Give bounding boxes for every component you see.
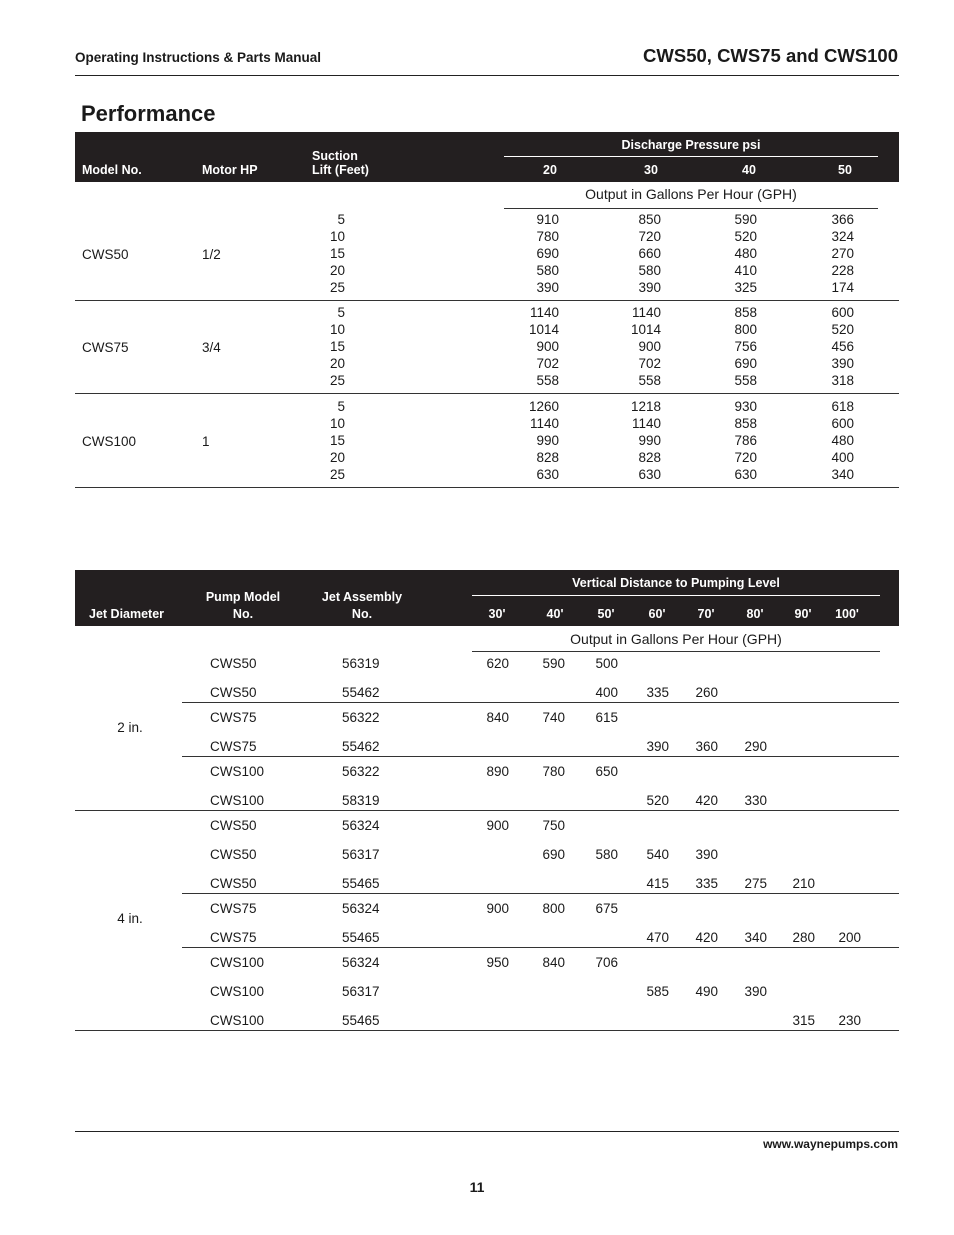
pump-model-cell: CWS100 xyxy=(210,764,265,779)
distance-col-4: 60' xyxy=(648,607,666,621)
gph-value-cell: 780 xyxy=(542,764,565,779)
gph-value-cell: 410 xyxy=(734,263,757,278)
gph-value-cell: 340 xyxy=(831,467,854,482)
output-gph-rule xyxy=(472,651,880,652)
motor-hp-cell: 1/2 xyxy=(202,247,221,262)
jet-assembly-cell: 56324 xyxy=(342,955,380,970)
gph-value-cell: 630 xyxy=(734,467,757,482)
suction-lift-cell: 20 xyxy=(329,356,345,371)
gph-value-cell: 702 xyxy=(536,356,559,371)
gph-value-cell: 910 xyxy=(536,212,559,227)
gph-value-cell: 690 xyxy=(542,847,565,862)
motor-hp-cell: 3/4 xyxy=(202,340,221,355)
gph-value-cell: 660 xyxy=(638,246,661,261)
suction-lift-cell: 15 xyxy=(329,246,345,261)
pressure-col-50: 50 xyxy=(838,163,852,177)
suction-lift-cell: 5 xyxy=(337,305,345,320)
suction-lift-cell: 20 xyxy=(329,263,345,278)
col-model-no: Model No. xyxy=(82,163,142,177)
gph-value-cell: 335 xyxy=(646,685,669,700)
gph-value-cell: 174 xyxy=(831,280,854,295)
diameter-divider xyxy=(75,1030,899,1031)
gph-value-cell: 470 xyxy=(646,930,669,945)
col-jet-assembly-line2: No. xyxy=(351,607,373,621)
gph-value-cell: 990 xyxy=(638,433,661,448)
header-divider xyxy=(75,75,899,76)
gph-value-cell: 1260 xyxy=(528,399,559,414)
gph-value-cell: 580 xyxy=(536,263,559,278)
model-group-cws100 xyxy=(75,399,899,491)
jet-table-row xyxy=(75,793,899,811)
jet-assembly-cell: 56319 xyxy=(342,656,380,671)
gph-value-cell: 420 xyxy=(695,930,718,945)
gph-value-cell: 390 xyxy=(695,847,718,862)
performance-table-header xyxy=(75,132,899,182)
jet-assembly-cell: 55462 xyxy=(342,739,380,754)
pump-model-cell: CWS75 xyxy=(210,930,257,945)
subgroup-divider xyxy=(182,756,899,757)
gph-value-cell: 890 xyxy=(486,764,509,779)
gph-value-cell: 558 xyxy=(638,373,661,388)
pump-model-cell: CWS100 xyxy=(210,955,265,970)
col-motor-hp: Motor HP xyxy=(202,163,258,177)
footer-url: www.waynepumps.com xyxy=(763,1137,898,1151)
jet-performance-table xyxy=(75,570,899,1032)
gph-value-cell: 318 xyxy=(831,373,854,388)
gph-value-cell: 210 xyxy=(792,876,815,891)
gph-value-cell: 200 xyxy=(838,930,861,945)
subgroup-divider xyxy=(182,702,899,703)
vertical-distance-header: Vertical Distance to Pumping Level xyxy=(572,576,780,590)
gph-value-cell: 290 xyxy=(744,739,767,754)
gph-value-cell: 1140 xyxy=(529,305,559,320)
distance-col-3: 50' xyxy=(597,607,615,621)
model-no-cell: CWS75 xyxy=(82,340,129,355)
gph-value-cell: 415 xyxy=(646,876,669,891)
gph-value-cell: 900 xyxy=(536,339,559,354)
gph-value-cell: 840 xyxy=(486,710,509,725)
jet-table-row xyxy=(75,847,899,865)
jet-table-row xyxy=(75,764,899,782)
gph-value-cell: 840 xyxy=(542,955,565,970)
performance-table xyxy=(75,132,899,489)
gph-value-cell: 400 xyxy=(831,450,854,465)
gph-value-cell: 620 xyxy=(486,656,509,671)
gph-value-cell: 1014 xyxy=(630,322,661,337)
model-no-cell: CWS100 xyxy=(82,434,137,449)
gph-value-cell: 600 xyxy=(831,305,854,320)
jet-table-row xyxy=(75,710,899,728)
gph-value-cell: 540 xyxy=(646,847,669,862)
suction-lift-cell: 25 xyxy=(329,280,345,295)
pump-model-cell: CWS50 xyxy=(210,685,257,700)
gph-value-cell: 260 xyxy=(695,685,718,700)
gph-value-cell: 786 xyxy=(734,433,757,448)
section-title: Performance xyxy=(81,101,216,126)
gph-value-cell: 456 xyxy=(831,339,854,354)
distance-col-5: 70' xyxy=(697,607,715,621)
col-pump-model-line1: Pump Model xyxy=(205,590,281,604)
col-suction-line1: Suction xyxy=(312,149,358,163)
jet-table-row xyxy=(75,685,899,703)
group-divider xyxy=(75,487,899,488)
subgroup-divider xyxy=(182,893,899,894)
gph-value-cell: 390 xyxy=(536,280,559,295)
gph-value-cell: 650 xyxy=(595,764,618,779)
gph-value-cell: 690 xyxy=(734,356,757,371)
gph-value-cell: 520 xyxy=(831,322,854,337)
gph-value-cell: 720 xyxy=(734,450,757,465)
gph-value-cell: 615 xyxy=(595,710,618,725)
pressure-col-20: 20 xyxy=(543,163,557,177)
gph-value-cell: 800 xyxy=(734,322,757,337)
gph-value-cell: 420 xyxy=(695,793,718,808)
gph-value-cell: 330 xyxy=(744,793,767,808)
output-gph-label: Output in Gallons Per Hour (GPH) xyxy=(570,631,782,647)
jet-table-row xyxy=(75,955,899,973)
gph-value-cell: 900 xyxy=(638,339,661,354)
gph-value-cell: 390 xyxy=(744,984,767,999)
jet-table-header xyxy=(75,570,899,626)
gph-value-cell: 1140 xyxy=(631,416,661,431)
model-group-cws75 xyxy=(75,305,899,397)
gph-value-cell: 390 xyxy=(831,356,854,371)
diameter-divider xyxy=(75,810,899,811)
pump-model-cell: CWS75 xyxy=(210,739,257,754)
gph-value-cell: 900 xyxy=(486,818,509,833)
suction-lift-cell: 10 xyxy=(329,229,345,244)
pump-model-cell: CWS50 xyxy=(210,876,257,891)
pump-model-cell: CWS50 xyxy=(210,656,257,671)
jet-table-row xyxy=(75,901,899,919)
col-pump-model-line2: No. xyxy=(232,607,254,621)
jet-table-row xyxy=(75,1013,899,1031)
motor-hp-cell: 1 xyxy=(202,434,210,449)
suction-lift-cell: 5 xyxy=(337,399,345,414)
gph-value-cell: 900 xyxy=(486,901,509,916)
gph-value-cell: 828 xyxy=(536,450,559,465)
page-header-right: CWS50, CWS75 and CWS100 xyxy=(643,45,898,66)
gph-value-cell: 675 xyxy=(595,901,618,916)
gph-value-cell: 480 xyxy=(831,433,854,448)
jet-assembly-cell: 55465 xyxy=(342,1013,380,1028)
gph-value-cell: 366 xyxy=(831,212,854,227)
gph-value-cell: 630 xyxy=(638,467,661,482)
distance-col-2: 40' xyxy=(546,607,564,621)
suction-lift-cell: 25 xyxy=(329,467,345,482)
distance-col-6: 80' xyxy=(746,607,764,621)
gph-value-cell: 558 xyxy=(734,373,757,388)
gph-value-cell: 740 xyxy=(542,710,565,725)
pump-model-cell: CWS75 xyxy=(210,710,257,725)
gph-value-cell: 780 xyxy=(536,229,559,244)
pump-model-cell: CWS50 xyxy=(210,847,257,862)
jet-assembly-cell: 56317 xyxy=(342,847,380,862)
gph-value-cell: 618 xyxy=(831,399,854,414)
gph-value-cell: 720 xyxy=(638,229,661,244)
jet-assembly-cell: 56322 xyxy=(342,764,380,779)
gph-value-cell: 490 xyxy=(695,984,718,999)
suction-lift-cell: 5 xyxy=(337,212,345,227)
footer-divider xyxy=(75,1131,899,1132)
gph-value-cell: 580 xyxy=(638,263,661,278)
gph-value-cell: 325 xyxy=(734,280,757,295)
suction-lift-cell: 15 xyxy=(329,433,345,448)
distance-col-7: 90' xyxy=(794,607,812,621)
distance-col-1: 30' xyxy=(488,607,506,621)
gph-value-cell: 400 xyxy=(595,685,618,700)
gph-value-cell: 280 xyxy=(792,930,815,945)
gph-value-cell: 850 xyxy=(638,212,661,227)
gph-value-cell: 858 xyxy=(734,416,757,431)
gph-value-cell: 1140 xyxy=(631,305,661,320)
gph-value-cell: 585 xyxy=(646,984,669,999)
group-divider xyxy=(75,300,899,301)
gph-value-cell: 990 xyxy=(536,433,559,448)
pump-model-cell: CWS100 xyxy=(210,984,265,999)
distance-col-8: 100' xyxy=(835,607,859,621)
pump-model-cell: CWS75 xyxy=(210,901,257,916)
gph-value-cell: 580 xyxy=(595,847,618,862)
page-header-left: Operating Instructions & Parts Manual xyxy=(75,50,322,65)
gph-value-cell: 1014 xyxy=(528,322,559,337)
jet-table-row xyxy=(75,739,899,757)
gph-value-cell: 275 xyxy=(744,876,767,891)
gph-value-cell: 600 xyxy=(831,416,854,431)
gph-value-cell: 800 xyxy=(542,901,565,916)
jet-assembly-cell: 56322 xyxy=(342,710,380,725)
gph-value-cell: 590 xyxy=(542,656,565,671)
gph-value-cell: 228 xyxy=(831,263,854,278)
gph-value-cell: 750 xyxy=(542,818,565,833)
jet-assembly-cell: 55465 xyxy=(342,876,380,891)
gph-value-cell: 360 xyxy=(695,739,718,754)
gph-value-cell: 950 xyxy=(486,955,509,970)
jet-assembly-cell: 56324 xyxy=(342,901,380,916)
gph-value-cell: 558 xyxy=(536,373,559,388)
page-number: 11 xyxy=(469,1179,485,1195)
gph-value-cell: 858 xyxy=(734,305,757,320)
gph-value-cell: 702 xyxy=(638,356,661,371)
jet-assembly-cell: 56317 xyxy=(342,984,380,999)
col-jet-assembly-line1: Jet Assembly xyxy=(321,590,403,604)
jet-assembly-cell: 58319 xyxy=(342,793,380,808)
jet-table-row xyxy=(75,984,899,1002)
gph-value-cell: 706 xyxy=(595,955,618,970)
model-group-cws50 xyxy=(75,212,899,304)
suction-lift-cell: 25 xyxy=(329,373,345,388)
suction-lift-cell: 15 xyxy=(329,339,345,354)
jet-assembly-cell: 55462 xyxy=(342,685,380,700)
suction-lift-cell: 10 xyxy=(329,322,345,337)
gph-value-cell: 270 xyxy=(831,246,854,261)
gph-value-cell: 315 xyxy=(792,1013,815,1028)
subgroup-divider xyxy=(182,947,899,948)
pressure-col-30: 30 xyxy=(644,163,658,177)
pump-model-cell: CWS50 xyxy=(210,818,257,833)
jet-table-row xyxy=(75,656,899,674)
jet-assembly-cell: 55465 xyxy=(342,930,380,945)
gph-value-cell: 390 xyxy=(638,280,661,295)
jet-diameter-cell: 4 in. xyxy=(117,911,143,926)
discharge-pressure-header: Discharge Pressure psi xyxy=(621,138,761,152)
jet-diameter-cell: 2 in. xyxy=(117,720,143,735)
gph-value-cell: 500 xyxy=(595,656,618,671)
model-no-cell: CWS50 xyxy=(82,247,129,262)
group-divider xyxy=(75,393,899,394)
pressure-col-40: 40 xyxy=(742,163,756,177)
gph-value-cell: 480 xyxy=(734,246,757,261)
col-suction-line2: Lift (Feet) xyxy=(312,163,369,177)
gph-value-cell: 324 xyxy=(831,229,854,244)
gph-value-cell: 1218 xyxy=(630,399,661,414)
output-gph-rule xyxy=(504,208,878,209)
col-jet-diameter: Jet Diameter xyxy=(89,607,165,621)
pump-model-cell: CWS100 xyxy=(210,1013,265,1028)
gph-value-cell: 1140 xyxy=(529,416,559,431)
gph-value-cell: 756 xyxy=(734,339,757,354)
jet-assembly-cell: 56324 xyxy=(342,818,380,833)
gph-value-cell: 340 xyxy=(744,930,767,945)
gph-value-cell: 590 xyxy=(734,212,757,227)
gph-value-cell: 930 xyxy=(734,399,757,414)
suction-lift-cell: 10 xyxy=(329,416,345,431)
jet-table-row xyxy=(75,930,899,948)
gph-value-cell: 520 xyxy=(646,793,669,808)
pump-model-cell: CWS100 xyxy=(210,793,265,808)
gph-value-cell: 630 xyxy=(536,467,559,482)
jet-table-row xyxy=(75,818,899,836)
discharge-pressure-rule xyxy=(504,156,878,157)
vertical-distance-rule xyxy=(472,595,880,596)
suction-lift-cell: 20 xyxy=(329,450,345,465)
gph-value-cell: 390 xyxy=(646,739,669,754)
gph-value-cell: 690 xyxy=(536,246,559,261)
gph-value-cell: 828 xyxy=(638,450,661,465)
gph-value-cell: 230 xyxy=(838,1013,861,1028)
gph-value-cell: 520 xyxy=(734,229,757,244)
gph-value-cell: 335 xyxy=(695,876,718,891)
jet-table-row xyxy=(75,876,899,894)
output-gph-label: Output in Gallons Per Hour (GPH) xyxy=(585,186,797,202)
